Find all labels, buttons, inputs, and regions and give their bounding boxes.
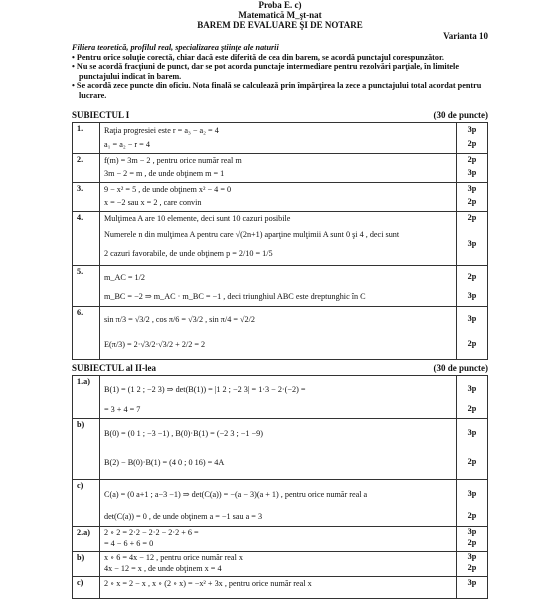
header-line-1: Proba E. c) xyxy=(258,0,302,10)
document-header xyxy=(0,0,560,30)
table-row xyxy=(73,123,488,154)
subject-2-table xyxy=(72,375,488,599)
table-row: 6. sin π/3 = √3/2 , cos π/6 = √3/2 , sin π/4 = √2/2 E(π/3) = 2·√3/2·√3/2 + 2/2 = 2 3p 2p xyxy=(73,307,488,360)
table-row: 3. 9 − x² = 5 , de unde obţinem x² − 4 = 0 x = −2 sau x = 2 , care convin 3p 2p xyxy=(73,183,488,212)
item-solution: Raţia progresiei este r = a₃ − a₂ = 4 a₁ = a₂ − r = 4 xyxy=(100,123,457,154)
item-points: 3p 2p xyxy=(457,123,488,154)
header-line-3: BAREM DE EVALUARE ŞI DE NOTARE xyxy=(197,20,363,30)
table-row: c) C(a) = (0 a+1 ; a−3 −1) ⇒ det(C(a)) = −(a − 3)(a + 1) , pentru orice număr real a det(C(a)) = 0 , de unde obţinem a = −1 sau a = 3 3p 2p xyxy=(73,480,488,527)
intro-bullet: • Nu se acordă fracţiuni de punct, dar se pot acorda punctaje intermediare pentru rezolvări parţiale, în limitele punctajului indicat în barem. xyxy=(72,62,459,81)
intro-block xyxy=(72,43,492,101)
table-row: c) 2 ∘ x = 2 − x , x ∘ (2 ∘ x) = −x² + 3x , pentru orice număr real x 3p xyxy=(73,577,488,599)
table-row: 5. m_AC = 1/2 m_BC = −2 ⇒ m_AC · m_BC = −1 , deci triunghiul ABC este dreptunghic în C 2p 3p xyxy=(73,266,488,307)
table-row: b) x ∘ 6 = 4x − 12 , pentru orice număr real x 4x − 12 = x , de unde obţinem x = 4 3p 2p xyxy=(73,552,488,577)
item-number: 1. xyxy=(73,123,100,154)
intro-bullet: • Se acordă zece puncte din oficiu. Nota finală se calculează prin împărţirea la zece a punctajului total acordat pentru lucrare. xyxy=(72,81,482,100)
varianta-label: Varianta 10 xyxy=(443,31,488,41)
subject-1-heading: SUBIECTUL I (30 de puncte) xyxy=(72,110,488,120)
intro-bullet: • Pentru orice soluţie corectă, chiar dacă este diferită de cea din barem, se acordă punctajul corespunzător. xyxy=(72,52,444,62)
table-row: 4. Mulţimea A are 10 elemente, deci sunt 10 cazuri posibile Numerele n din mulţimea A pentru care √(2n+1) aparţine mulţimii A sunt 0 şi 4 , deci sunt 2 cazuri favorabile, de unde obţinem p = 2/10 = 1/5 2p 3p xyxy=(73,212,488,266)
table-row: 2.a) 2 ∘ 2 = 2·2 − 2·2 − 2·2 + 6 = = 4 − 6 + 6 = 0 3p 2p xyxy=(73,527,488,552)
table-row: b) B(0) = (0 1 ; −3 −1) , B(0)·B(1) = (−2 3 ; −1 −9) B(2) − B(0)·B(1) = (4 0 ; 0 16) = 4A 3p 2p xyxy=(73,419,488,480)
subject-1-table xyxy=(72,122,488,360)
filiera-text: Filiera teoretică, profilul real, specializarea ştiinţe ale naturii xyxy=(72,43,279,52)
header-line-2: Matematică M_şt-nat xyxy=(238,10,322,20)
table-row: 1.a) B(1) = (1 2 ; −2 3) ⇒ det(B(1)) = |1 2 ; −2 3| = 1·3 − 2·(−2) = = 3 + 4 = 7 3p 2p xyxy=(73,376,488,419)
subject-2-heading: SUBIECTUL al II-lea (30 de puncte) xyxy=(72,363,488,373)
table-row: 2. f(m) = 3m − 2 , pentru orice număr real m 3m − 2 = m , de unde obţinem m = 1 2p 3p xyxy=(73,154,488,183)
